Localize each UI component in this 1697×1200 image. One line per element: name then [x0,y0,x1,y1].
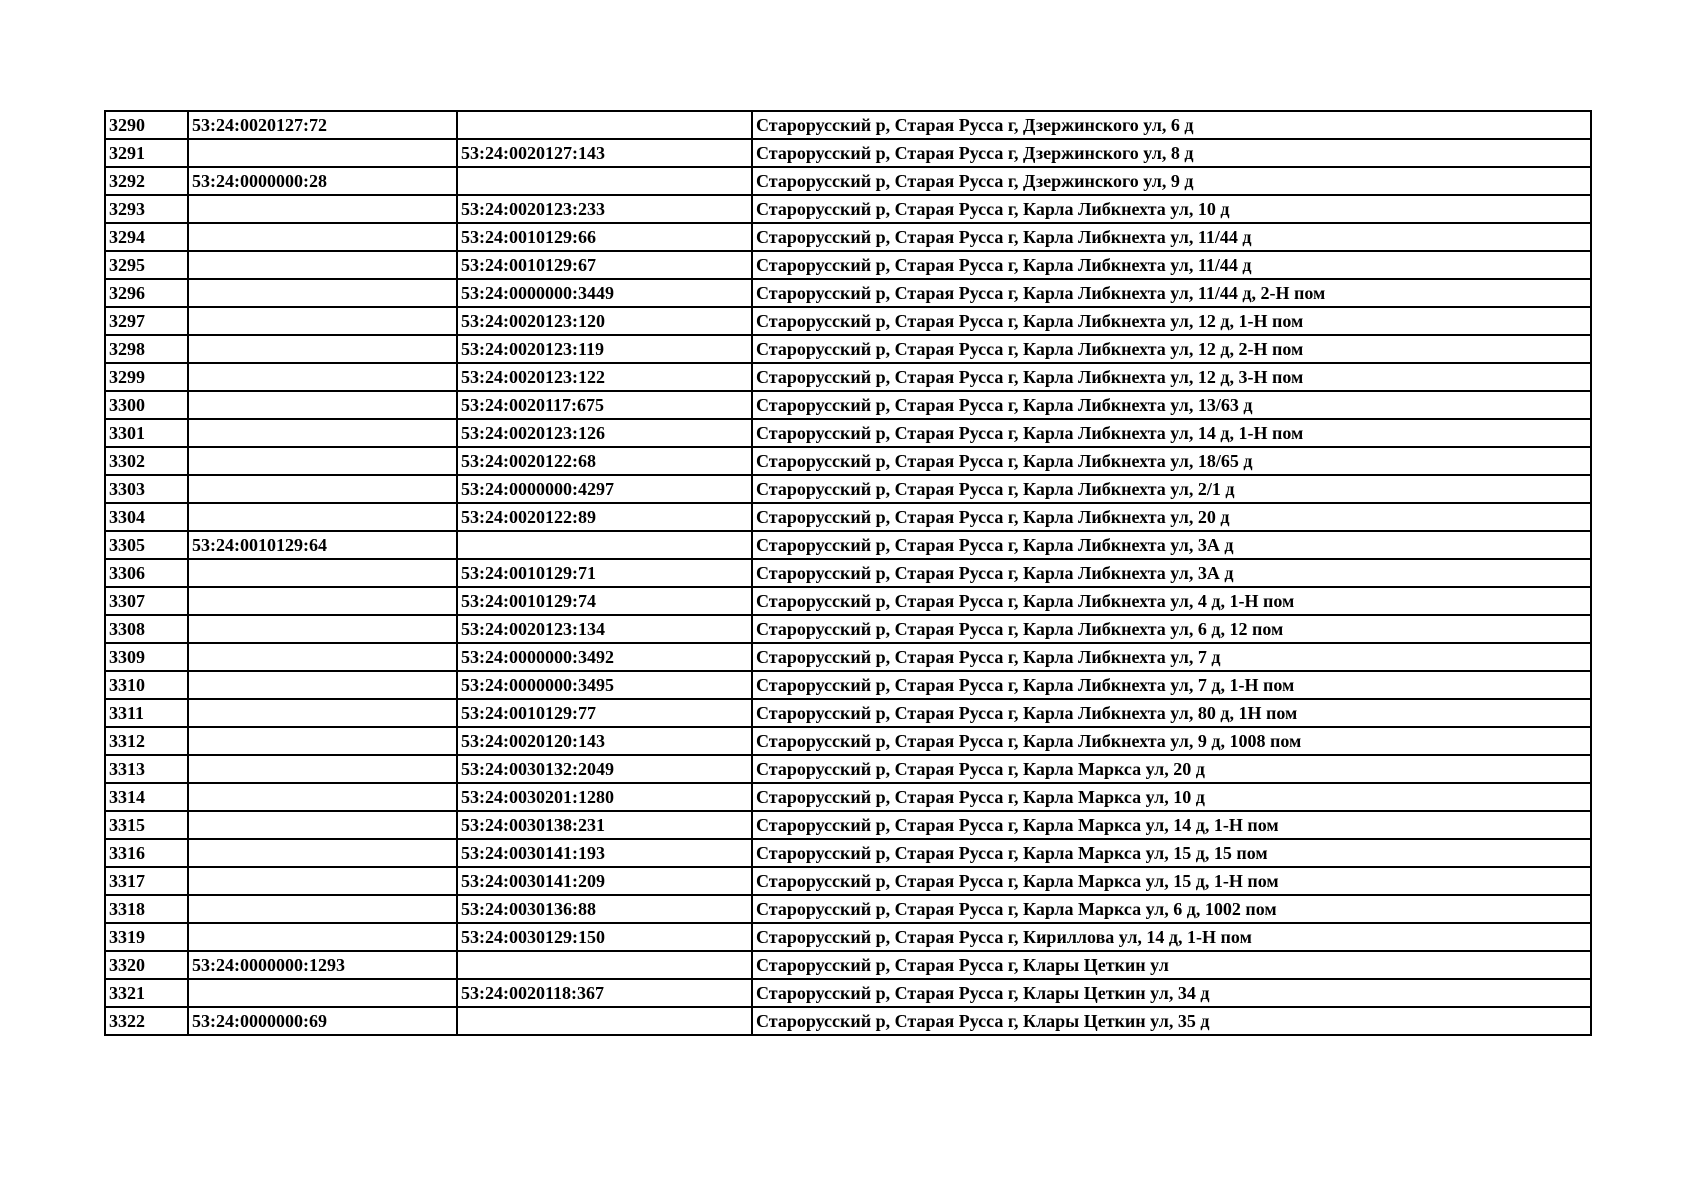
table-row [105,531,1591,559]
address-cell: Старорусский р, Старая Русса г, Карла Маркса ул, 6 д, 1002 пом [752,895,1591,923]
cadastral-number-a-cell [188,335,457,363]
address-cell: Старорусский р, Старая Русса г, Карла Либкнехта ул, 12 д, 1-Н пом [752,307,1591,335]
row-number-cell: 3309 [105,643,188,671]
table-row [105,363,1591,391]
address-cell: Старорусский р, Старая Русса г, Карла Маркса ул, 15 д, 1-Н пом [752,867,1591,895]
table-row [105,111,1591,139]
address-cell: Старорусский р, Старая Русса г, Карла Либкнехта ул, 11/44 д [752,223,1591,251]
cadastral-number-b-cell: 53:24:0020123:122 [457,363,752,391]
address-cell: Старорусский р, Старая Русса г, Карла Либкнехта ул, 4 д, 1-Н пом [752,587,1591,615]
address-cell: Старорусский р, Старая Русса г, Карла Маркса ул, 15 д, 15 пом [752,839,1591,867]
table-row [105,783,1591,811]
cadastral-number-b-cell [457,951,752,979]
table-row [105,447,1591,475]
address-cell: Старорусский р, Старая Русса г, Карла Либкнехта ул, 13/63 д [752,391,1591,419]
cadastral-number-b-cell: 53:24:0020118:367 [457,979,752,1007]
property-table-body [105,111,1591,1035]
table-row [105,951,1591,979]
row-number-cell: 3291 [105,139,188,167]
cadastral-number-b-cell: 53:24:0020123:119 [457,335,752,363]
address-cell: Старорусский р, Старая Русса г, Клары Цеткин ул, 35 д [752,1007,1591,1035]
cadastral-number-b-cell: 53:24:0020117:675 [457,391,752,419]
cadastral-number-b-cell: 53:24:0010129:71 [457,559,752,587]
table-row [105,727,1591,755]
table-row [105,643,1591,671]
cadastral-number-a-cell [188,923,457,951]
address-cell: Старорусский р, Старая Русса г, Карла Либкнехта ул, 9 д, 1008 пом [752,727,1591,755]
table-row [105,1007,1591,1035]
cadastral-number-a-cell [188,643,457,671]
cadastral-number-a-cell [188,895,457,923]
cadastral-number-a-cell: 53:24:0020127:72 [188,111,457,139]
cadastral-number-b-cell: 53:24:0020123:134 [457,615,752,643]
row-number-cell: 3301 [105,419,188,447]
cadastral-number-a-cell [188,475,457,503]
address-cell: Старорусский р, Старая Русса г, Карла Либкнехта ул, 3А д [752,531,1591,559]
cadastral-number-b-cell: 53:24:0010129:67 [457,251,752,279]
cadastral-number-b-cell: 53:24:0030141:209 [457,867,752,895]
table-row [105,391,1591,419]
row-number-cell: 3303 [105,475,188,503]
address-cell: Старорусский р, Старая Русса г, Дзержинского ул, 8 д [752,139,1591,167]
table-row [105,307,1591,335]
table-row [105,195,1591,223]
row-number-cell: 3290 [105,111,188,139]
cadastral-number-b-cell: 53:24:0010129:74 [457,587,752,615]
row-number-cell: 3317 [105,867,188,895]
cadastral-number-a-cell [188,559,457,587]
cadastral-number-a-cell [188,307,457,335]
cadastral-number-a-cell [188,727,457,755]
row-number-cell: 3316 [105,839,188,867]
row-number-cell: 3293 [105,195,188,223]
row-number-cell: 3314 [105,783,188,811]
cadastral-number-a-cell [188,671,457,699]
row-number-cell: 3318 [105,895,188,923]
address-cell: Старорусский р, Старая Русса г, Карла Либкнехта ул, 7 д, 1-Н пом [752,671,1591,699]
table-row [105,699,1591,727]
address-cell: Старорусский р, Старая Русса г, Клары Цеткин ул [752,951,1591,979]
row-number-cell: 3322 [105,1007,188,1035]
address-cell: Старорусский р, Старая Русса г, Карла Маркса ул, 10 д [752,783,1591,811]
table-row [105,475,1591,503]
row-number-cell: 3315 [105,811,188,839]
cadastral-number-b-cell: 53:24:0000000:4297 [457,475,752,503]
row-number-cell: 3312 [105,727,188,755]
address-cell: Старорусский р, Старая Русса г, Карла Маркса ул, 14 д, 1-Н пом [752,811,1591,839]
row-number-cell: 3308 [105,615,188,643]
row-number-cell: 3321 [105,979,188,1007]
address-cell: Старорусский р, Старая Русса г, Дзержинского ул, 9 д [752,167,1591,195]
address-cell: Старорусский р, Старая Русса г, Карла Либкнехта ул, 2/1 д [752,475,1591,503]
row-number-cell: 3298 [105,335,188,363]
table-row [105,979,1591,1007]
cadastral-number-a-cell [188,811,457,839]
table-row [105,587,1591,615]
table-row [105,419,1591,447]
address-cell: Старорусский р, Старая Русса г, Карла Либкнехта ул, 12 д, 2-Н пом [752,335,1591,363]
table-row [105,559,1591,587]
cadastral-number-b-cell: 53:24:0020127:143 [457,139,752,167]
cadastral-number-b-cell: 53:24:0000000:3495 [457,671,752,699]
table-row [105,615,1591,643]
row-number-cell: 3311 [105,699,188,727]
table-row [105,867,1591,895]
row-number-cell: 3306 [105,559,188,587]
cadastral-number-b-cell: 53:24:0030201:1280 [457,783,752,811]
cadastral-number-b-cell: 53:24:0020123:126 [457,419,752,447]
cadastral-number-b-cell: 53:24:0010129:66 [457,223,752,251]
table-row [105,335,1591,363]
cadastral-number-a-cell [188,867,457,895]
cadastral-number-a-cell: 53:24:0010129:64 [188,531,457,559]
cadastral-number-b-cell: 53:24:0000000:3492 [457,643,752,671]
cadastral-number-a-cell [188,251,457,279]
address-cell: Старорусский р, Старая Русса г, Карла Либкнехта ул, 7 д [752,643,1591,671]
address-cell: Старорусский р, Старая Русса г, Клары Цеткин ул, 34 д [752,979,1591,1007]
row-number-cell: 3313 [105,755,188,783]
row-number-cell: 3319 [105,923,188,951]
cadastral-number-b-cell: 53:24:0030136:88 [457,895,752,923]
cadastral-number-b-cell: 53:24:0030141:193 [457,839,752,867]
table-row [105,755,1591,783]
cadastral-number-b-cell [457,111,752,139]
cadastral-number-a-cell [188,223,457,251]
cadastral-number-a-cell [188,783,457,811]
cadastral-number-a-cell [188,503,457,531]
row-number-cell: 3320 [105,951,188,979]
table-row [105,251,1591,279]
cadastral-number-b-cell: 53:24:0020122:68 [457,447,752,475]
cadastral-number-b-cell: 53:24:0020122:89 [457,503,752,531]
cadastral-number-b-cell: 53:24:0030129:150 [457,923,752,951]
table-row [105,671,1591,699]
cadastral-number-a-cell [188,755,457,783]
table-row [105,139,1591,167]
table-row [105,279,1591,307]
property-table [104,110,1592,1036]
cadastral-number-a-cell [188,419,457,447]
cadastral-number-a-cell [188,139,457,167]
cadastral-number-a-cell: 53:24:0000000:1293 [188,951,457,979]
cadastral-number-a-cell [188,839,457,867]
address-cell: Старорусский р, Старая Русса г, Кириллова ул, 14 д, 1-Н пом [752,923,1591,951]
cadastral-number-a-cell [188,195,457,223]
address-cell: Старорусский р, Старая Русса г, Карла Либкнехта ул, 11/44 д, 2-Н пом [752,279,1591,307]
row-number-cell: 3305 [105,531,188,559]
cadastral-number-b-cell: 53:24:0030138:231 [457,811,752,839]
row-number-cell: 3297 [105,307,188,335]
cadastral-number-b-cell: 53:24:0000000:3449 [457,279,752,307]
cadastral-number-a-cell [188,587,457,615]
table-row [105,839,1591,867]
address-cell: Старорусский р, Старая Русса г, Карла Либкнехта ул, 14 д, 1-Н пом [752,419,1591,447]
address-cell: Старорусский р, Старая Русса г, Карла Маркса ул, 20 д [752,755,1591,783]
row-number-cell: 3302 [105,447,188,475]
address-cell: Старорусский р, Старая Русса г, Карла Либкнехта ул, 12 д, 3-Н пом [752,363,1591,391]
table-row [105,503,1591,531]
address-cell: Старорусский р, Старая Русса г, Карла Либкнехта ул, 6 д, 12 пом [752,615,1591,643]
cadastral-number-a-cell [188,447,457,475]
address-cell: Старорусский р, Старая Русса г, Карла Либкнехта ул, 80 д, 1Н пом [752,699,1591,727]
table-row [105,895,1591,923]
cadastral-number-b-cell: 53:24:0020120:143 [457,727,752,755]
cadastral-number-b-cell: 53:24:0020123:120 [457,307,752,335]
row-number-cell: 3299 [105,363,188,391]
row-number-cell: 3304 [105,503,188,531]
row-number-cell: 3300 [105,391,188,419]
row-number-cell: 3294 [105,223,188,251]
table-row [105,167,1591,195]
cadastral-number-b-cell [457,167,752,195]
address-cell: Старорусский р, Старая Русса г, Карла Либкнехта ул, 11/44 д [752,251,1591,279]
address-cell: Старорусский р, Старая Русса г, Карла Либкнехта ул, 3А д [752,559,1591,587]
address-cell: Старорусский р, Старая Русса г, Карла Либкнехта ул, 20 д [752,503,1591,531]
table-row [105,811,1591,839]
table-row [105,923,1591,951]
table-row [105,223,1591,251]
cadastral-number-a-cell [188,979,457,1007]
cadastral-number-a-cell [188,279,457,307]
address-cell: Старорусский р, Старая Русса г, Карла Либкнехта ул, 10 д [752,195,1591,223]
cadastral-number-a-cell [188,391,457,419]
cadastral-number-a-cell [188,363,457,391]
row-number-cell: 3296 [105,279,188,307]
cadastral-number-a-cell: 53:24:0000000:69 [188,1007,457,1035]
row-number-cell: 3292 [105,167,188,195]
row-number-cell: 3307 [105,587,188,615]
row-number-cell: 3295 [105,251,188,279]
address-cell: Старорусский р, Старая Русса г, Дзержинского ул, 6 д [752,111,1591,139]
cadastral-number-a-cell [188,699,457,727]
cadastral-number-b-cell [457,531,752,559]
cadastral-number-a-cell: 53:24:0000000:28 [188,167,457,195]
address-cell: Старорусский р, Старая Русса г, Карла Либкнехта ул, 18/65 д [752,447,1591,475]
row-number-cell: 3310 [105,671,188,699]
cadastral-number-b-cell: 53:24:0010129:77 [457,699,752,727]
cadastral-number-b-cell [457,1007,752,1035]
cadastral-number-a-cell [188,615,457,643]
cadastral-number-b-cell: 53:24:0020123:233 [457,195,752,223]
cadastral-number-b-cell: 53:24:0030132:2049 [457,755,752,783]
